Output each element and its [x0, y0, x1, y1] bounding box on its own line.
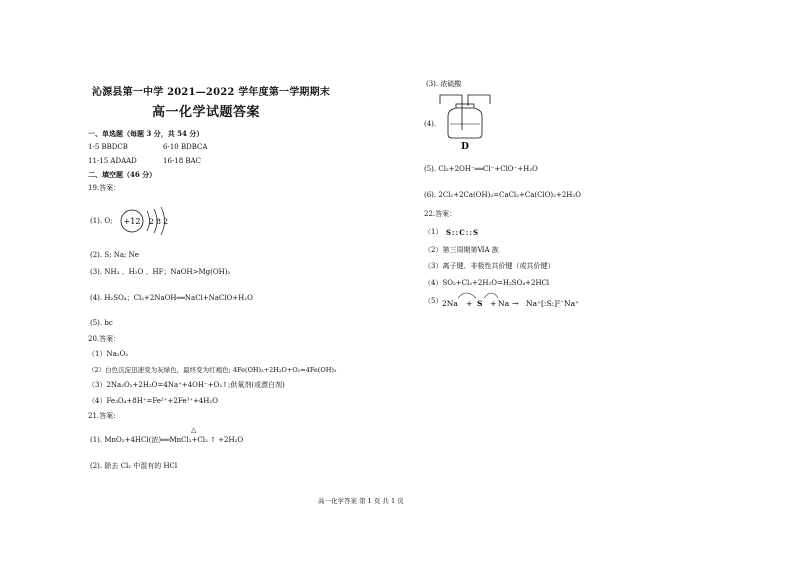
cs2-electron-formula: S::C::S [446, 228, 480, 237]
sulfur-atom: S [477, 299, 483, 308]
atom-structure-diagram [116, 203, 176, 239]
na2s-formation-diagram [440, 288, 590, 312]
q22-line3: （3）离子键、非极性共价键（或共价键） [424, 262, 555, 270]
q22-line5-label: （5） [424, 297, 443, 305]
answer-row-1b: 6-10 BDBCA [163, 143, 208, 151]
na2s-product: Na⁺[:S:]²⁻Na⁺ [526, 299, 579, 308]
plus-sign-1: + [466, 299, 473, 308]
q22-label: 22.答案： [424, 210, 457, 218]
q21-part5: (5). Cl₂+2OH⁻══Cl⁻+ClO⁻+H₂O [424, 165, 538, 173]
gas-washing-bottle-diagram [438, 90, 494, 152]
q22-line4: （4）SO₂+Cl₂+2H₂O=H₂SO₄+2HCl [424, 279, 550, 287]
nucleus-charge: +12 [123, 217, 141, 226]
q19-part1-label: (1). O; [90, 217, 113, 225]
q20-line4: （4）Fe₃O₄+8H⁺=Fe²⁺+2Fe³⁺+4H₂O [88, 397, 218, 405]
exam-school-title: 沁源县第一中学 2021—2022 学年度第一学期期末 [92, 87, 331, 98]
q21-part2: (2). 除去 Cl₂ 中混有的 HCl [90, 462, 178, 470]
q19-part5: (5). bc [90, 319, 113, 327]
sodium-left: 2Na [442, 299, 458, 308]
page-title: 高一化学试题答案 [152, 105, 261, 120]
q19-part4: (4). H₂SO₄；Cl₂+2NaOH══NaCl+NaClO+H₂O [90, 294, 253, 302]
answer-row-2a: 11-15 ADAAD [88, 157, 137, 165]
section1-heading: 一、单选题（每题 3 分，共 54 分） [88, 129, 204, 138]
q21-heat-condition: △ [191, 426, 197, 434]
q20-line2: （2）白色沉淀迅速变为灰绿色，最终变为红褐色; 4Fe(OH)₂+2H₂O+O₂=4Fe(OH)₃ [88, 366, 337, 374]
q22-line2: （2）第三周期第ⅥA 族 [424, 246, 499, 254]
plus-sign-2: + [490, 299, 497, 308]
q21-part3: (3). 浓硫酸 [426, 80, 462, 88]
answer-row-1a: 1-5 BBDCB [88, 143, 128, 151]
q20-label: 20.答案： [88, 335, 121, 343]
q19-part2: (2). S; Na; Ne [90, 251, 139, 259]
reaction-arrow: → [512, 299, 519, 308]
q21-part6: (6). 2Cl₂+2Ca(OH)₂=CaCl₂+Ca(ClO)₂+2H₂O [424, 191, 581, 199]
q22-line1-label: （1） [424, 228, 443, 236]
q19-label: 19.答案： [88, 184, 121, 192]
page-footer: 高一化学答案 第 1 页 共 1 页 [318, 497, 404, 505]
sodium-right: Na [498, 299, 510, 308]
q20-line1: （1）Na₂O₂ [88, 350, 129, 358]
q21-label: 21.答案: [88, 412, 116, 420]
answer-row-2b: 16-18 BAC [163, 157, 201, 165]
q20-line3: （3）2Na₂O₂+2H₂O=4Na⁺+4OH⁻+O₂↑;供氧剂(或漂白剂) [88, 381, 285, 389]
q19-part3: (3). NH₃ 、H₂O 、HF；NaOH>Mg(OH)₂ [90, 268, 231, 276]
electron-shells: 2 8 2 [149, 217, 169, 226]
section2-heading: 二、填空题（46 分） [88, 170, 157, 179]
bottle-label: D [461, 142, 469, 152]
q21-part4: (4). [424, 120, 437, 128]
q21-part1: (1). MnO₂+4HCl(浓)══MnCl₂+Cl₂ ↑ +2H₂O [90, 436, 244, 444]
